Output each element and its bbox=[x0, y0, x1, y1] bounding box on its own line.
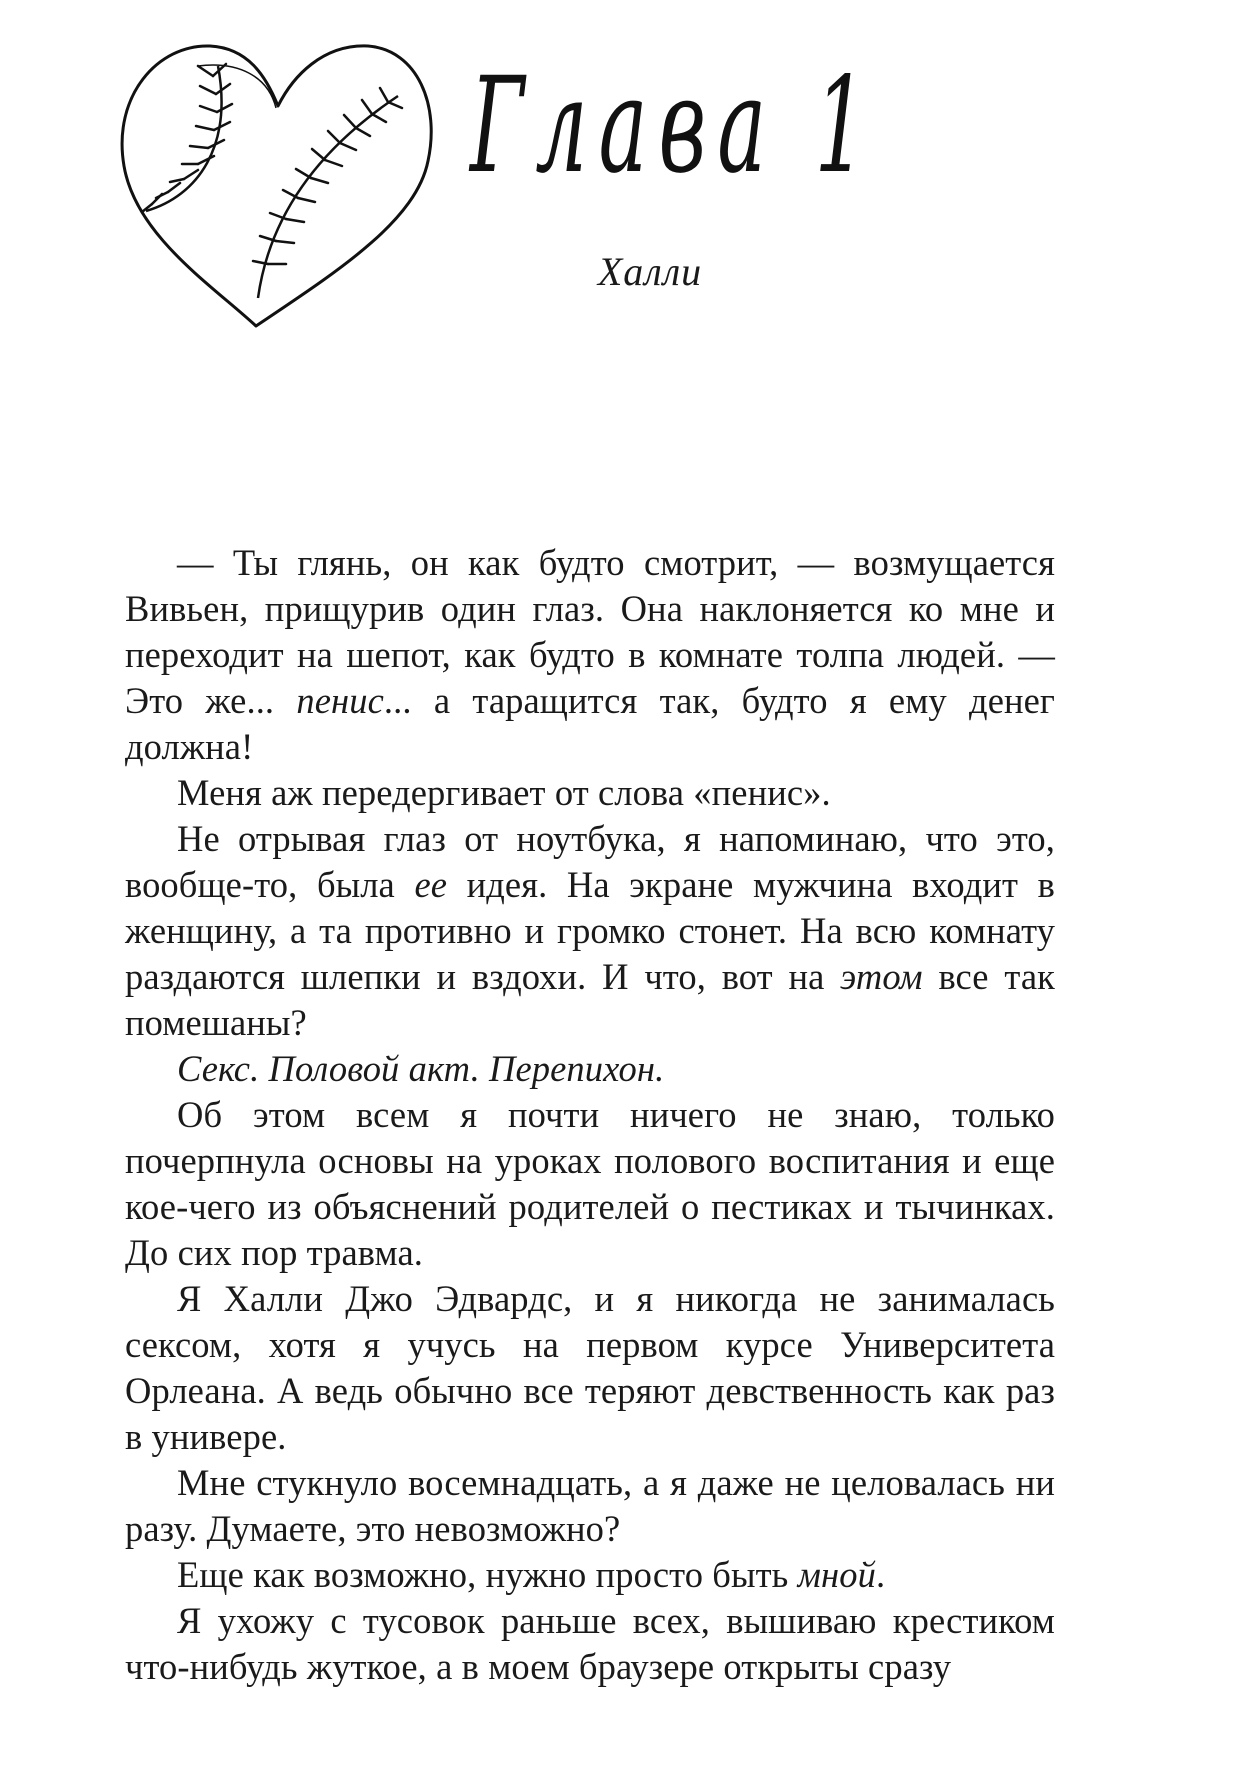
baseball-heart-icon bbox=[118, 36, 438, 331]
paragraph: Об этом всем я почти ничего не знаю, только почерпнула основы на уроках полового воспитания и еще кое-чего из объяснений родителей о пестиках и тычинках. До сих пор травма. bbox=[125, 1094, 1055, 1273]
paragraph: Секс. Половой акт. Перепихон. bbox=[177, 1048, 665, 1089]
paragraph: Я ухожу с тусовок раньше всех, вышиваю крестиком что-нибудь жуткое, а в моем браузере открыты сразу bbox=[125, 1600, 1055, 1687]
chapter-title: Глава 1 bbox=[470, 49, 878, 203]
paragraph: Не отрывая глаз от ноутбука, я напоминаю, что это, вообще-то, была ее идея. На экране мужчина входит в женщину, а та противно и громко стонет. На всю комнату раздаются шлепки и вздохи. И что, вот на этом все так помешаны? bbox=[125, 818, 1055, 1043]
chapter-text bbox=[125, 540, 1055, 1690]
paragraph: — Ты глянь, он как будто смотрит, — возмущается Вивьен, прищурив один глаз. Она наклоняется ко мне и переходит на шепот, как будто в комнате толпа людей. — Это же... пенис... а таращится так, будто я ему денег должна! bbox=[125, 542, 1055, 767]
paragraph: Меня аж передергивает от слова «пенис». bbox=[177, 772, 831, 813]
paragraph: Я Халли Джо Эдвардс, и я никогда не занималась сексом, хотя я учусь на первом курсе Университета Орлеана. А ведь обычно все теряют девственность как раз в универе. bbox=[125, 1278, 1055, 1457]
paragraph: Мне стукнуло восемнадцать, а я даже не целовалась ни разу. Думаете, это невозможно? bbox=[125, 1462, 1055, 1549]
paragraph: Еще как возможно, нужно просто быть мной. bbox=[177, 1554, 886, 1595]
chapter-narrator: Халли bbox=[597, 249, 703, 294]
